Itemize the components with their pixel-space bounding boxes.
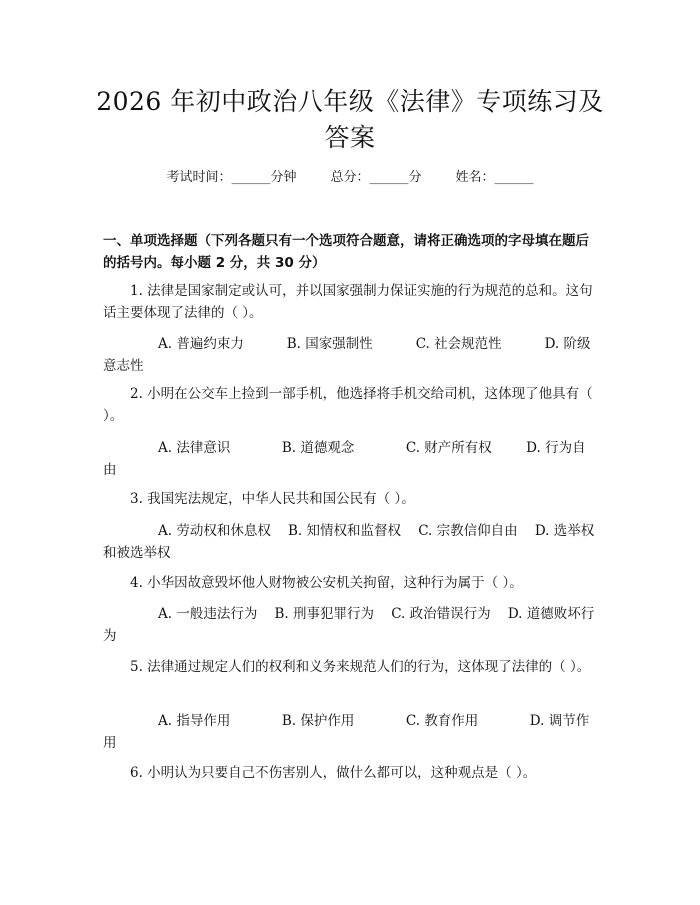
name-blank: ______ [494, 170, 534, 185]
name-label: 姓名： [455, 170, 495, 185]
question-stem: 4. 小华因故意毁坏他人财物被公安机关拘留，这种行为属于（ ）。 [130, 575, 523, 591]
question-options [103, 520, 595, 564]
score-label: 总分： [330, 170, 370, 185]
option-b: B. 刑事犯罪行为 [274, 606, 375, 622]
option-c: C. 教育作用 [405, 713, 479, 729]
option-a: A. 普遍约束力 [158, 336, 244, 352]
question-options [103, 437, 595, 481]
option-d: D. 道德败坏行为 [103, 606, 595, 644]
option-c: C. 宗教信仰自由 [418, 523, 518, 539]
option-d: D. 阶级意志性 [103, 336, 591, 374]
page-title: 2026 年初中政治八年级《法律》专项练习及答案 [96, 87, 604, 152]
exam-meta [0, 168, 700, 188]
option-c: C. 政治错误行为 [391, 606, 491, 622]
question-stem: 1. 法律是国家制定或认可，并以国家强制力保证实施的行为规范的总和。这句话主要体现了法律的（ ）。 [103, 283, 593, 321]
question-stem: 3. 我国宪法规定，中华人民共和国公民有（ ）。 [130, 491, 415, 507]
option-b: B. 保护作用 [281, 713, 355, 729]
option-d: D. 调节作用 [103, 713, 590, 751]
time-blank: ______分钟 [231, 170, 297, 185]
option-a: A. 一般违法行为 [158, 606, 258, 622]
option-a: A. 法律意识 [158, 440, 231, 456]
section-heading: 一、单项选择题（下列各题只有一个选项符合题意，请将正确选项的字母填在题后的括号内。每小题 2 分，共 30 分） [103, 233, 589, 271]
question-stem: 5. 法律通过规定人们的权利和义务来规范人们的行为，这体现了法律的（ ）。 [130, 659, 591, 675]
question-options [103, 710, 595, 754]
question-stem: 2. 小明在公交车上捡到一部手机，他选择将手机交给司机，这体现了他具有（ ）。 [103, 386, 593, 424]
question-options [103, 603, 595, 647]
option-b: B. 国家强制性 [286, 336, 373, 352]
time-label: 考试时间： [166, 170, 232, 185]
option-d: D. 行为自由 [103, 440, 586, 478]
score-blank: ______分 [369, 170, 422, 185]
option-b: B. 道德观念 [281, 440, 355, 456]
option-c: C. 财产所有权 [405, 440, 492, 456]
question-stem: 6. 小明认为只要自己不伤害别人，做什么都可以，这种观点是（ ）。 [130, 765, 537, 781]
option-a: A. 劳动权和休息权 [158, 523, 271, 539]
option-a: A. 指导作用 [158, 713, 231, 729]
question-options [103, 333, 595, 377]
option-c: C. 社会规范性 [415, 336, 502, 352]
option-d: D. 选举权和被选举权 [103, 523, 595, 561]
option-b: B. 知情权和监督权 [288, 523, 402, 539]
